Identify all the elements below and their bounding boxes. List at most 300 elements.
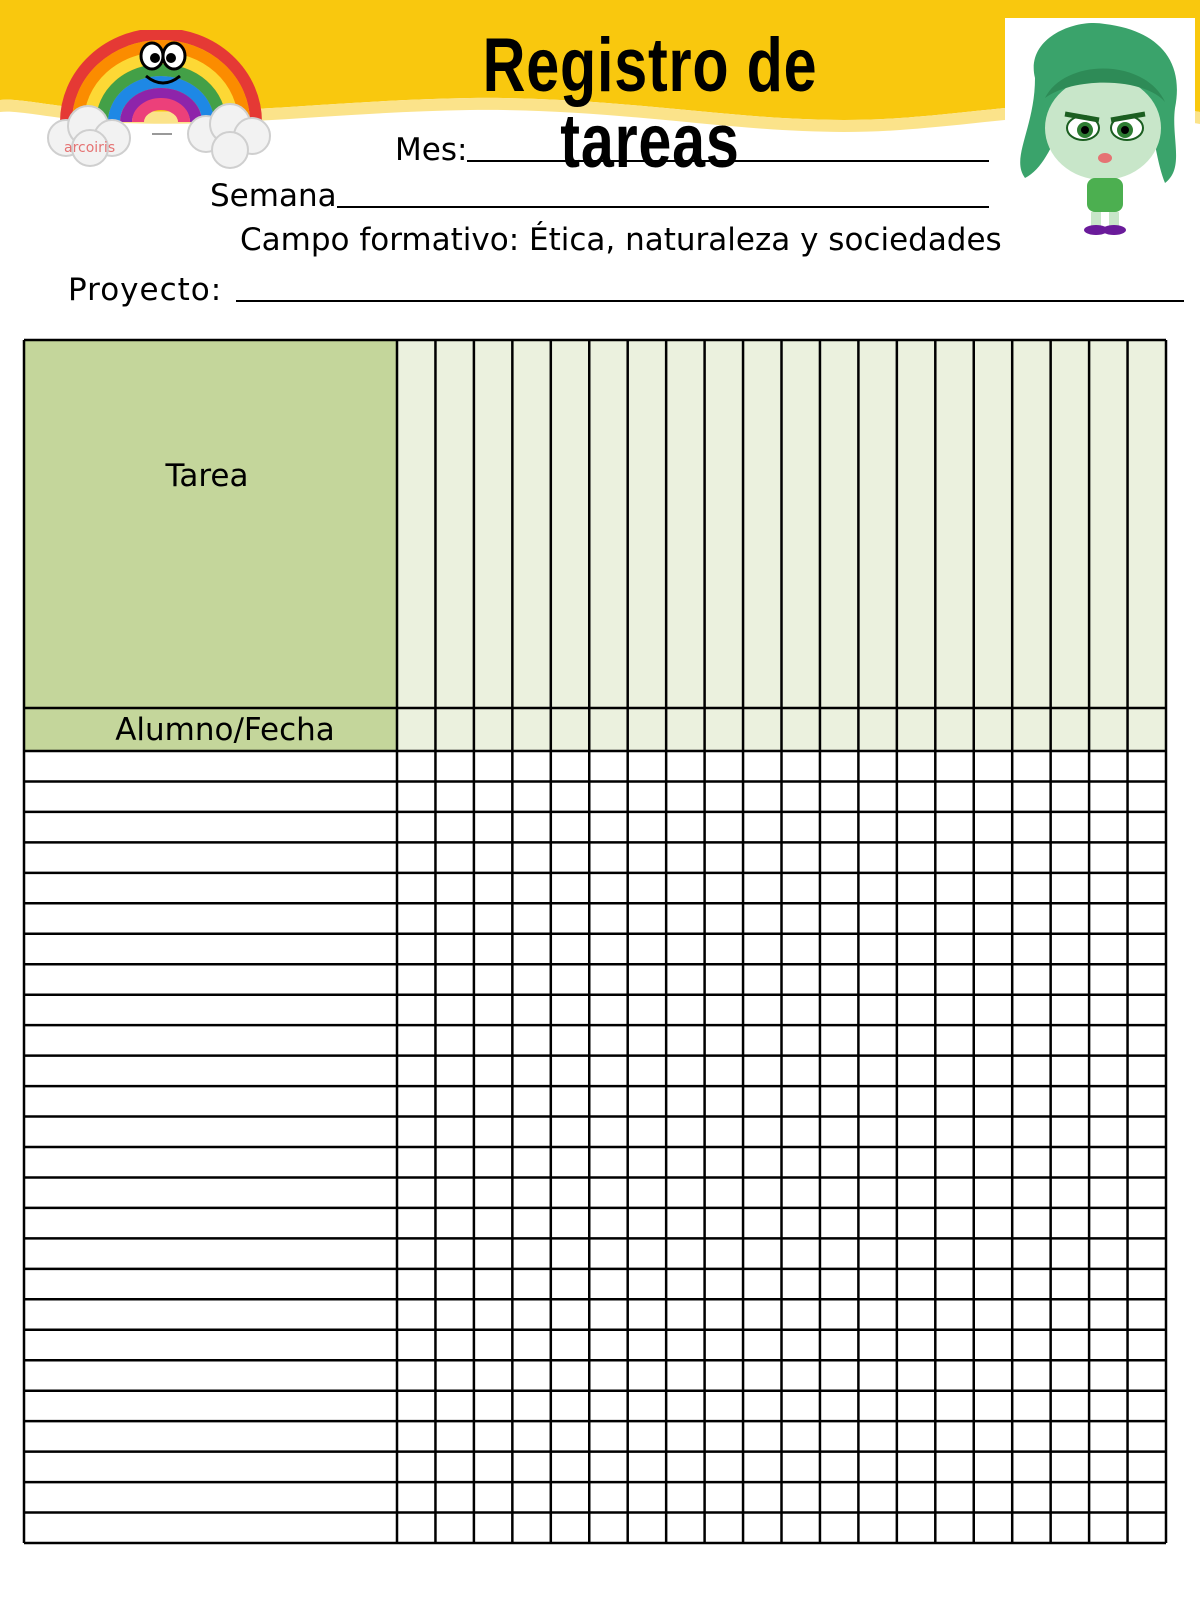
mark-cell[interactable]	[820, 873, 858, 903]
mark-cell[interactable]	[935, 781, 973, 811]
mark-cell[interactable]	[551, 1513, 589, 1543]
mark-cell[interactable]	[858, 1391, 896, 1421]
mark-cell[interactable]	[628, 1147, 666, 1177]
mark-cell[interactable]	[551, 873, 589, 903]
mark-cell[interactable]	[1051, 1238, 1089, 1268]
mark-cell[interactable]	[1012, 1269, 1050, 1299]
mark-cell[interactable]	[435, 1147, 473, 1177]
mark-cell[interactable]	[628, 995, 666, 1025]
task-header-cell[interactable]	[782, 340, 820, 708]
mark-cell[interactable]	[666, 1147, 704, 1177]
mark-cell[interactable]	[628, 1025, 666, 1055]
mark-cell[interactable]	[512, 1025, 550, 1055]
mark-cell[interactable]	[1089, 1452, 1127, 1482]
mark-cell[interactable]	[974, 1025, 1012, 1055]
mark-cell[interactable]	[589, 812, 627, 842]
mark-cell[interactable]	[1051, 964, 1089, 994]
mark-cell[interactable]	[743, 873, 781, 903]
mark-cell[interactable]	[1012, 751, 1050, 781]
mark-cell[interactable]	[666, 751, 704, 781]
mark-cell[interactable]	[1128, 903, 1166, 933]
mark-cell[interactable]	[705, 995, 743, 1025]
mark-cell[interactable]	[858, 1482, 896, 1512]
mark-cell[interactable]	[1128, 1056, 1166, 1086]
mark-cell[interactable]	[666, 1421, 704, 1451]
student-name-cell[interactable]	[24, 1360, 397, 1390]
mark-cell[interactable]	[397, 934, 435, 964]
mark-cell[interactable]	[1128, 1513, 1166, 1543]
mark-cell[interactable]	[1089, 1269, 1127, 1299]
mark-cell[interactable]	[705, 1238, 743, 1268]
mark-cell[interactable]	[820, 964, 858, 994]
mark-cell[interactable]	[666, 1269, 704, 1299]
mark-cell[interactable]	[628, 934, 666, 964]
date-cell[interactable]	[897, 708, 935, 751]
mark-cell[interactable]	[1051, 1177, 1089, 1207]
mark-cell[interactable]	[628, 903, 666, 933]
mark-cell[interactable]	[397, 1452, 435, 1482]
task-header-cell[interactable]	[858, 340, 896, 708]
mark-cell[interactable]	[474, 751, 512, 781]
date-cell[interactable]	[435, 708, 473, 751]
mark-cell[interactable]	[705, 842, 743, 872]
mark-cell[interactable]	[1051, 1056, 1089, 1086]
mark-cell[interactable]	[858, 1086, 896, 1116]
mark-cell[interactable]	[512, 781, 550, 811]
mark-cell[interactable]	[743, 1513, 781, 1543]
task-header-cell[interactable]	[551, 340, 589, 708]
mark-cell[interactable]	[974, 964, 1012, 994]
mark-cell[interactable]	[474, 1177, 512, 1207]
mark-cell[interactable]	[1128, 1391, 1166, 1421]
mark-cell[interactable]	[705, 1269, 743, 1299]
mark-cell[interactable]	[397, 1147, 435, 1177]
mark-cell[interactable]	[435, 1177, 473, 1207]
mark-cell[interactable]	[974, 1482, 1012, 1512]
mark-cell[interactable]	[474, 1269, 512, 1299]
mark-cell[interactable]	[782, 1452, 820, 1482]
mark-cell[interactable]	[474, 1086, 512, 1116]
mark-cell[interactable]	[435, 751, 473, 781]
mark-cell[interactable]	[512, 1391, 550, 1421]
mark-cell[interactable]	[858, 1452, 896, 1482]
mark-cell[interactable]	[782, 995, 820, 1025]
mark-cell[interactable]	[705, 873, 743, 903]
mark-cell[interactable]	[1089, 781, 1127, 811]
mark-cell[interactable]	[782, 1391, 820, 1421]
mark-cell[interactable]	[551, 1025, 589, 1055]
mark-cell[interactable]	[397, 1056, 435, 1086]
mark-cell[interactable]	[820, 1513, 858, 1543]
mark-cell[interactable]	[551, 1391, 589, 1421]
mark-cell[interactable]	[1051, 903, 1089, 933]
mark-cell[interactable]	[743, 1117, 781, 1147]
mark-cell[interactable]	[628, 1330, 666, 1360]
date-cell[interactable]	[935, 708, 973, 751]
mark-cell[interactable]	[705, 1086, 743, 1116]
mark-cell[interactable]	[397, 1330, 435, 1360]
mark-cell[interactable]	[1089, 903, 1127, 933]
mark-cell[interactable]	[935, 1025, 973, 1055]
mark-cell[interactable]	[782, 964, 820, 994]
mark-cell[interactable]	[628, 1299, 666, 1329]
mark-cell[interactable]	[782, 1299, 820, 1329]
mark-cell[interactable]	[551, 1147, 589, 1177]
mark-cell[interactable]	[551, 1117, 589, 1147]
mark-cell[interactable]	[1128, 1452, 1166, 1482]
mark-cell[interactable]	[666, 1360, 704, 1390]
mark-cell[interactable]	[1128, 1269, 1166, 1299]
mark-cell[interactable]	[743, 934, 781, 964]
mark-cell[interactable]	[820, 934, 858, 964]
mark-cell[interactable]	[897, 873, 935, 903]
mark-cell[interactable]	[512, 1177, 550, 1207]
mark-cell[interactable]	[935, 1056, 973, 1086]
mark-cell[interactable]	[666, 1025, 704, 1055]
mark-cell[interactable]	[1012, 1299, 1050, 1329]
mark-cell[interactable]	[666, 1177, 704, 1207]
mark-cell[interactable]	[512, 1330, 550, 1360]
mark-cell[interactable]	[743, 1056, 781, 1086]
mark-cell[interactable]	[1012, 1117, 1050, 1147]
mark-cell[interactable]	[897, 1391, 935, 1421]
mark-cell[interactable]	[512, 934, 550, 964]
mark-cell[interactable]	[897, 1177, 935, 1207]
mark-cell[interactable]	[897, 1117, 935, 1147]
mark-cell[interactable]	[820, 1177, 858, 1207]
student-name-cell[interactable]	[24, 1452, 397, 1482]
mark-cell[interactable]	[1051, 1299, 1089, 1329]
mark-cell[interactable]	[1128, 1025, 1166, 1055]
mark-cell[interactable]	[1051, 1117, 1089, 1147]
mark-cell[interactable]	[551, 934, 589, 964]
date-cell[interactable]	[1128, 708, 1166, 751]
mark-cell[interactable]	[1012, 1421, 1050, 1451]
mark-cell[interactable]	[1128, 812, 1166, 842]
mark-cell[interactable]	[397, 1482, 435, 1512]
mark-cell[interactable]	[1051, 1452, 1089, 1482]
mark-cell[interactable]	[628, 812, 666, 842]
mark-cell[interactable]	[705, 1056, 743, 1086]
mark-cell[interactable]	[1128, 995, 1166, 1025]
mark-cell[interactable]	[1012, 842, 1050, 872]
mark-cell[interactable]	[1089, 1482, 1127, 1512]
mark-cell[interactable]	[628, 1269, 666, 1299]
mark-cell[interactable]	[897, 1360, 935, 1390]
mark-cell[interactable]	[782, 1360, 820, 1390]
mark-cell[interactable]	[512, 1208, 550, 1238]
mark-cell[interactable]	[435, 781, 473, 811]
mark-cell[interactable]	[1012, 812, 1050, 842]
mark-cell[interactable]	[820, 1330, 858, 1360]
date-cell[interactable]	[705, 708, 743, 751]
mark-cell[interactable]	[705, 751, 743, 781]
mark-cell[interactable]	[666, 964, 704, 994]
mark-cell[interactable]	[551, 995, 589, 1025]
mark-cell[interactable]	[1128, 1117, 1166, 1147]
mark-cell[interactable]	[897, 842, 935, 872]
mark-cell[interactable]	[935, 873, 973, 903]
mark-cell[interactable]	[782, 873, 820, 903]
mark-cell[interactable]	[743, 995, 781, 1025]
task-header-cell[interactable]	[974, 340, 1012, 708]
mark-cell[interactable]	[512, 995, 550, 1025]
mark-cell[interactable]	[935, 1177, 973, 1207]
mark-cell[interactable]	[743, 903, 781, 933]
mark-cell[interactable]	[820, 842, 858, 872]
mark-cell[interactable]	[782, 1147, 820, 1177]
mark-cell[interactable]	[743, 781, 781, 811]
mark-cell[interactable]	[974, 1391, 1012, 1421]
mark-cell[interactable]	[1128, 964, 1166, 994]
mark-cell[interactable]	[1089, 1391, 1127, 1421]
mark-cell[interactable]	[974, 995, 1012, 1025]
mark-cell[interactable]	[974, 781, 1012, 811]
mark-cell[interactable]	[589, 1056, 627, 1086]
mark-cell[interactable]	[782, 934, 820, 964]
mark-cell[interactable]	[397, 873, 435, 903]
mark-cell[interactable]	[1128, 1147, 1166, 1177]
mark-cell[interactable]	[1012, 1452, 1050, 1482]
mark-cell[interactable]	[397, 1025, 435, 1055]
mark-cell[interactable]	[435, 1391, 473, 1421]
mark-cell[interactable]	[1012, 1208, 1050, 1238]
mark-cell[interactable]	[743, 1299, 781, 1329]
mark-cell[interactable]	[743, 1208, 781, 1238]
mark-cell[interactable]	[858, 1238, 896, 1268]
mark-cell[interactable]	[1051, 781, 1089, 811]
mark-cell[interactable]	[935, 1238, 973, 1268]
mark-cell[interactable]	[1089, 1117, 1127, 1147]
mark-cell[interactable]	[551, 1421, 589, 1451]
task-header-cell[interactable]	[705, 340, 743, 708]
mark-cell[interactable]	[397, 964, 435, 994]
mark-cell[interactable]	[474, 1147, 512, 1177]
mark-cell[interactable]	[1051, 751, 1089, 781]
mark-cell[interactable]	[897, 1238, 935, 1268]
mark-cell[interactable]	[1089, 934, 1127, 964]
student-name-cell[interactable]	[24, 873, 397, 903]
mark-cell[interactable]	[1089, 1025, 1127, 1055]
date-cell[interactable]	[1089, 708, 1127, 751]
mark-cell[interactable]	[1051, 1025, 1089, 1055]
mark-cell[interactable]	[782, 781, 820, 811]
mark-cell[interactable]	[435, 1025, 473, 1055]
mark-cell[interactable]	[1012, 903, 1050, 933]
mark-cell[interactable]	[897, 1147, 935, 1177]
mark-cell[interactable]	[935, 1086, 973, 1116]
student-name-cell[interactable]	[24, 1056, 397, 1086]
mark-cell[interactable]	[820, 1299, 858, 1329]
mark-cell[interactable]	[551, 1177, 589, 1207]
mark-cell[interactable]	[551, 1299, 589, 1329]
mark-cell[interactable]	[820, 1238, 858, 1268]
mark-cell[interactable]	[628, 1117, 666, 1147]
mark-cell[interactable]	[858, 781, 896, 811]
mark-cell[interactable]	[820, 812, 858, 842]
mark-cell[interactable]	[397, 1269, 435, 1299]
mark-cell[interactable]	[589, 934, 627, 964]
student-name-cell[interactable]	[24, 812, 397, 842]
mark-cell[interactable]	[1128, 1330, 1166, 1360]
mark-cell[interactable]	[1128, 873, 1166, 903]
student-name-cell[interactable]	[24, 1269, 397, 1299]
mark-cell[interactable]	[512, 1238, 550, 1268]
mark-cell[interactable]	[551, 1208, 589, 1238]
mark-cell[interactable]	[935, 934, 973, 964]
mark-cell[interactable]	[935, 1330, 973, 1360]
mark-cell[interactable]	[589, 1117, 627, 1147]
mark-cell[interactable]	[551, 1086, 589, 1116]
mark-cell[interactable]	[512, 842, 550, 872]
mark-cell[interactable]	[935, 1360, 973, 1390]
mark-cell[interactable]	[935, 995, 973, 1025]
mark-cell[interactable]	[628, 1177, 666, 1207]
mark-cell[interactable]	[474, 1238, 512, 1268]
mark-cell[interactable]	[666, 1208, 704, 1238]
mark-cell[interactable]	[974, 1208, 1012, 1238]
mark-cell[interactable]	[1128, 1086, 1166, 1116]
mark-cell[interactable]	[743, 1421, 781, 1451]
mark-cell[interactable]	[1012, 1360, 1050, 1390]
mark-cell[interactable]	[1012, 873, 1050, 903]
task-header-cell[interactable]	[935, 340, 973, 708]
mark-cell[interactable]	[1051, 934, 1089, 964]
mark-cell[interactable]	[897, 964, 935, 994]
mark-cell[interactable]	[1089, 1177, 1127, 1207]
mark-cell[interactable]	[1012, 1513, 1050, 1543]
mark-cell[interactable]	[628, 1360, 666, 1390]
mark-cell[interactable]	[512, 903, 550, 933]
mark-cell[interactable]	[1128, 1360, 1166, 1390]
mark-cell[interactable]	[589, 873, 627, 903]
mark-cell[interactable]	[705, 1330, 743, 1360]
mark-cell[interactable]	[858, 751, 896, 781]
mark-cell[interactable]	[858, 1025, 896, 1055]
mark-cell[interactable]	[974, 1330, 1012, 1360]
mark-cell[interactable]	[1089, 1513, 1127, 1543]
mark-cell[interactable]	[820, 1086, 858, 1116]
mark-cell[interactable]	[397, 903, 435, 933]
mark-cell[interactable]	[474, 934, 512, 964]
mark-cell[interactable]	[820, 1117, 858, 1147]
date-cell[interactable]	[666, 708, 704, 751]
mark-cell[interactable]	[858, 1330, 896, 1360]
mark-cell[interactable]	[589, 1482, 627, 1512]
mark-cell[interactable]	[666, 1056, 704, 1086]
mark-cell[interactable]	[397, 1238, 435, 1268]
mark-cell[interactable]	[589, 1360, 627, 1390]
mark-cell[interactable]	[1089, 751, 1127, 781]
mark-cell[interactable]	[666, 1299, 704, 1329]
mark-cell[interactable]	[1089, 1147, 1127, 1177]
mark-cell[interactable]	[935, 751, 973, 781]
mark-cell[interactable]	[1012, 995, 1050, 1025]
mark-cell[interactable]	[1089, 964, 1127, 994]
mark-cell[interactable]	[1012, 1482, 1050, 1512]
mark-cell[interactable]	[705, 1452, 743, 1482]
task-header-cell[interactable]	[1051, 340, 1089, 708]
student-name-cell[interactable]	[24, 1147, 397, 1177]
mark-cell[interactable]	[512, 1147, 550, 1177]
mark-cell[interactable]	[589, 1269, 627, 1299]
mark-cell[interactable]	[551, 1360, 589, 1390]
mark-cell[interactable]	[974, 812, 1012, 842]
mark-cell[interactable]	[512, 751, 550, 781]
mark-cell[interactable]	[858, 1269, 896, 1299]
mark-cell[interactable]	[705, 1299, 743, 1329]
mark-cell[interactable]	[820, 1208, 858, 1238]
mark-cell[interactable]	[666, 903, 704, 933]
mark-cell[interactable]	[782, 1086, 820, 1116]
mark-cell[interactable]	[397, 781, 435, 811]
mark-cell[interactable]	[512, 1452, 550, 1482]
mark-cell[interactable]	[935, 1208, 973, 1238]
mark-cell[interactable]	[1089, 812, 1127, 842]
mark-cell[interactable]	[397, 812, 435, 842]
mark-cell[interactable]	[589, 781, 627, 811]
mark-cell[interactable]	[705, 964, 743, 994]
mark-cell[interactable]	[705, 1513, 743, 1543]
mark-cell[interactable]	[935, 1299, 973, 1329]
mark-cell[interactable]	[397, 995, 435, 1025]
mark-cell[interactable]	[589, 1086, 627, 1116]
mark-cell[interactable]	[705, 1147, 743, 1177]
mark-cell[interactable]	[474, 964, 512, 994]
mark-cell[interactable]	[666, 1086, 704, 1116]
mark-cell[interactable]	[628, 1086, 666, 1116]
mark-cell[interactable]	[1089, 1299, 1127, 1329]
mark-cell[interactable]	[705, 1117, 743, 1147]
mark-cell[interactable]	[397, 1299, 435, 1329]
mark-cell[interactable]	[858, 1360, 896, 1390]
mark-cell[interactable]	[1051, 1513, 1089, 1543]
mark-cell[interactable]	[974, 934, 1012, 964]
mark-cell[interactable]	[820, 1482, 858, 1512]
student-name-cell[interactable]	[24, 1117, 397, 1147]
mark-cell[interactable]	[435, 1238, 473, 1268]
mark-cell[interactable]	[974, 1147, 1012, 1177]
mark-cell[interactable]	[1089, 873, 1127, 903]
mark-cell[interactable]	[666, 1513, 704, 1543]
mark-cell[interactable]	[743, 842, 781, 872]
student-name-cell[interactable]	[24, 903, 397, 933]
mark-cell[interactable]	[435, 1421, 473, 1451]
mark-cell[interactable]	[897, 751, 935, 781]
mark-cell[interactable]	[397, 1391, 435, 1421]
student-name-cell[interactable]	[24, 781, 397, 811]
mark-cell[interactable]	[820, 751, 858, 781]
mark-cell[interactable]	[551, 1056, 589, 1086]
task-header-cell[interactable]	[743, 340, 781, 708]
mark-cell[interactable]	[551, 812, 589, 842]
mark-cell[interactable]	[589, 1177, 627, 1207]
mark-cell[interactable]	[935, 812, 973, 842]
date-cell[interactable]	[1012, 708, 1050, 751]
mark-cell[interactable]	[858, 873, 896, 903]
mark-cell[interactable]	[1051, 1482, 1089, 1512]
mark-cell[interactable]	[974, 1269, 1012, 1299]
mark-cell[interactable]	[551, 1330, 589, 1360]
mark-cell[interactable]	[1051, 1391, 1089, 1421]
mark-cell[interactable]	[435, 934, 473, 964]
mark-cell[interactable]	[628, 964, 666, 994]
mark-cell[interactable]	[743, 964, 781, 994]
mark-cell[interactable]	[474, 995, 512, 1025]
mark-cell[interactable]	[589, 1238, 627, 1268]
mark-cell[interactable]	[474, 1330, 512, 1360]
mark-cell[interactable]	[1128, 1299, 1166, 1329]
